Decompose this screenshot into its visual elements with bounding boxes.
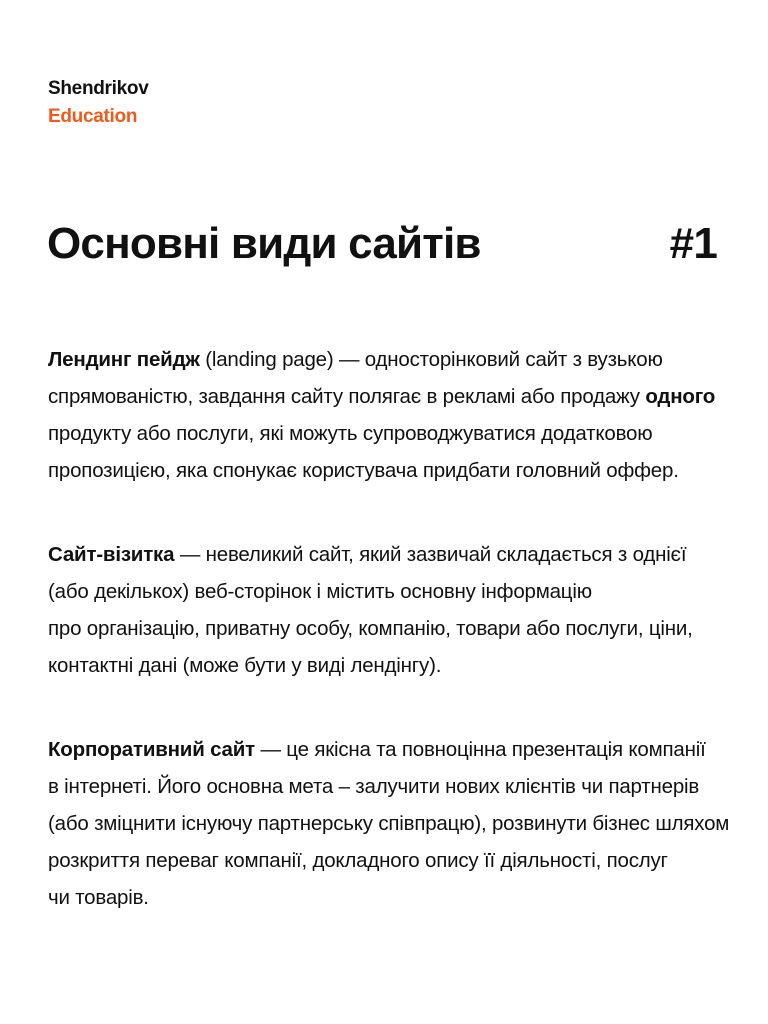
body-text: чи товарів. xyxy=(48,886,149,909)
slide-number: #1 xyxy=(669,219,717,268)
paragraph-line xyxy=(48,879,738,916)
brand-logo xyxy=(48,75,148,131)
body-text: (landing page) — односторінковий сайт з вузькою xyxy=(199,348,663,371)
paragraph-line xyxy=(48,842,738,879)
paragraph-line xyxy=(48,647,738,684)
body-text: пропозицією, яка спонукає користувача придбати головний оффер. xyxy=(48,459,679,482)
paragraph-landing-page xyxy=(48,341,738,489)
paragraph-line xyxy=(48,341,738,378)
paragraph-line xyxy=(48,378,738,415)
paragraph-business-card-site xyxy=(48,536,738,684)
paragraph-corporate-site xyxy=(48,731,738,916)
bold-text: Лендинг пейдж xyxy=(48,348,200,371)
body-text: контактні дані (може бути у виді лендінгу). xyxy=(48,654,442,677)
brand-name: Shendrikov xyxy=(48,78,149,99)
body-text: — невеликий сайт, який зазвичай складається з однієї xyxy=(174,543,687,566)
paragraph-line xyxy=(48,768,738,805)
bold-text: Корпоративний сайт xyxy=(48,738,256,761)
paragraph-line xyxy=(48,452,738,489)
paragraph-line xyxy=(48,415,738,452)
paragraph-line xyxy=(48,805,738,842)
body-text: (або зміцнити існуючу партнерську співпрацю), розвинути бізнес шляхом xyxy=(48,812,730,835)
body-text: про організацію, приватну особу, компанію, товари або послуги, ціни, xyxy=(48,617,693,640)
page-title: Основні види сайтів xyxy=(47,219,481,268)
paragraph-line xyxy=(48,573,738,610)
body-text: спрямованістю, завдання сайту полягає в рекламі або продажу xyxy=(48,385,646,408)
bold-text: одного xyxy=(645,385,716,408)
page-header xyxy=(47,218,717,270)
paragraph-line xyxy=(48,610,738,647)
paragraph-line xyxy=(48,731,738,768)
brand-subtitle: Education xyxy=(48,106,138,127)
bold-text: Сайт-візитка xyxy=(48,543,175,566)
body-text: (або декількох) веб-сторінок і містить основну інформацію xyxy=(48,580,592,603)
body-text: — це якісна та повноцінна презентація компанії xyxy=(255,738,706,761)
body-text: в інтернеті. Його основна мета – залучити нових клієнтів чи партнерів xyxy=(48,775,700,798)
paragraph-line xyxy=(48,536,738,573)
body-text: продукту або послуги, які можуть супроводжуватися додатковою xyxy=(48,422,653,445)
body-text: розкриття переваг компанії, докладного опису її діяльності, послуг xyxy=(48,849,668,872)
